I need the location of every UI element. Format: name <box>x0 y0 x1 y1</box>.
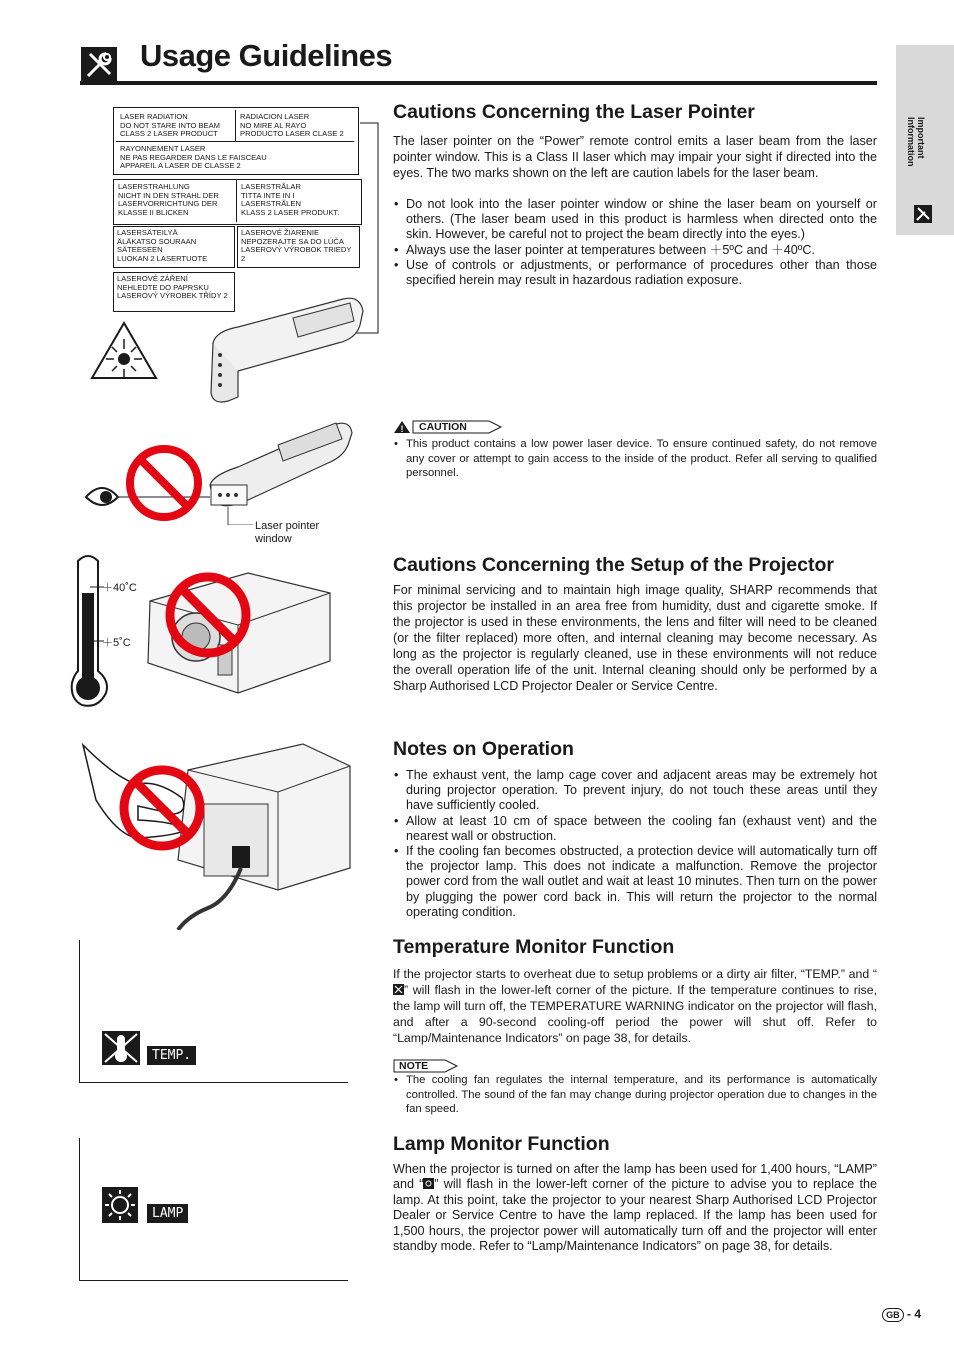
label-line: KLASSE II BLICKEN <box>118 207 189 217</box>
list-item: • The cooling fan regulates the internal temperature, and its performance is automatically controlled. The sound of the fan may change during projector operation due to changes in the fan speed. <box>393 1073 877 1117</box>
label-line: LASERVORRICHTUNG DER <box>118 199 218 209</box>
label-line: SÄTEESEEN <box>117 245 163 255</box>
list-item: • Always use the laser pointer at temperatures between ＋5ºC and ＋40ºC. <box>393 243 877 258</box>
svg-text:!: ! <box>400 424 404 434</box>
side-tab-label-line1: Important <box>916 117 926 159</box>
laser-heading: Cautions Concerning the Laser Pointer <box>393 101 755 123</box>
setup-heading: Cautions Concerning the Setup of the Projector <box>393 554 834 576</box>
note-bullets <box>393 1073 877 1117</box>
list-item: • The exhaust vent, the lamp cage cover and adjacent areas may be extremely hot during projector operation. To prevent injury, do not touch these areas until they have sufficiently cooled. <box>393 768 877 814</box>
temp-high-label: ＋40˚C <box>102 582 137 594</box>
caption-line: window <box>255 533 292 545</box>
label-line: LASEROVÝ VÝROBEK TŘÍDY 2 <box>117 291 228 301</box>
label-line: APPAREIL A LASER DE CLASSE 2 <box>120 161 241 171</box>
label-line: NEPOZERAJTE SA DO LÚČA <box>241 236 344 246</box>
laser-label-box-2 <box>113 179 362 225</box>
label-line: LASERSÄTEILYÄ <box>117 228 178 237</box>
note-label: NOTE <box>399 1060 429 1072</box>
list-item: • This product contains a low power laser device. To ensure continued safety, do not remove any cover or attempt to gain access to the inside of the product. Refer all serving to qualified personnel. <box>393 437 877 481</box>
remote-control-illustration <box>88 293 378 408</box>
laser-label-de <box>115 181 236 222</box>
label-line: NO MIRE AL RAYO <box>240 120 307 130</box>
caution-label: CAUTION <box>419 421 467 433</box>
label-line: KLASS 2 LASER PRODUKT. <box>241 207 340 217</box>
tools-icon <box>913 204 933 224</box>
list-item: • If the cooling fan becomes obstructed, a protection device will automatically turn off the projector lamp. This does not indicate a malfunction. Remove the projector power cord from the wall outlet and wait at least 10 minutes. Then turn on the power by plugging the power cord back in. This will return the projector to the normal operating condition. <box>393 844 877 920</box>
label-line: LASER RADIATION <box>120 112 188 121</box>
laser-window-caption <box>255 520 319 546</box>
laser-label-fr <box>117 143 353 173</box>
temperature-body-part2: ” will flash in the lower-left corner of the picture. If the temperature continues to rise, the lamp will turn off, the TEMPERATURE WARNING indicator on the projector will flash, and after a 90-second cooling-off period the power will shut off. Refer to “Lamp/Maintenance Indicators” on page 38, for details. <box>393 983 877 1045</box>
temp-frame-bottom <box>79 1082 348 1083</box>
label-line: LASEROVÝ VÝROBOK TRIEDY 2 <box>241 245 352 263</box>
operation-heading: Notes on Operation <box>393 738 574 760</box>
temp-frame-left <box>79 940 80 1082</box>
side-tab <box>896 45 954 235</box>
laser-label-en <box>117 111 235 143</box>
label-line: RAYONNEMENT LASER <box>120 144 206 153</box>
label-divider <box>116 141 354 142</box>
lamp-replace-icon <box>101 1186 139 1224</box>
label-line: LUOKAN 2 LASERTUOTE <box>117 253 208 263</box>
osd-temp-indicator: TEMP. <box>147 1046 196 1065</box>
lamp-body <box>393 1162 877 1254</box>
list-item: • Do not look into the laser pointer window or shine the laser beam on yourself or others. (The laser beam used in this product is harmless when directed onto the skin. However, be careful not to project the beam directly into the eyes.) <box>393 197 877 243</box>
side-tab-label-line2: Information <box>906 117 916 167</box>
osd-lamp-indicator: LAMP <box>147 1204 188 1223</box>
label-line: TITTA INTE IN I <box>241 190 295 200</box>
laser-label-fi <box>113 226 235 268</box>
lamp-frame-left <box>79 1138 80 1280</box>
page-number <box>882 1307 921 1322</box>
lamp-body-part1: When the projector is turned on after the lamp has been used for 1,400 hours, “LAMP” and “ <box>393 1162 877 1192</box>
label-line: PRODUCTO LASER CLASE 2 <box>240 129 344 139</box>
laser-intro: The laser pointer on the “Power” remote control emits a laser beam from the laser pointer window. This is a Class II laser which may impair your sight if directed into the eyes. The two marks shown on the left are caution labels for the laser beam. <box>393 134 877 180</box>
side-tab-label <box>906 117 926 167</box>
lamp-body-part2: ” will flash in the lower-left corner of the picture to advise you to replace the lamp. At this point, take the projector to your nearest Sharp Authorised LCD Projector Dealer or Service Centre to have the lamp replaced. If the lamp has been used for 1,500 hours, the projector power will automatically turn off and the projector will enter standby mode. Refer to “Lamp/Maintenance Indicators” on page 38, for details. <box>393 1177 877 1254</box>
thermometer-projector-illustration <box>68 553 358 708</box>
lamp-heading: Lamp Monitor Function <box>393 1133 610 1155</box>
temperature-body-part1: If the projector starts to overheat due to setup problems or a dirty air filter, “TEMP.” and “ <box>393 967 877 981</box>
temp-warning-icon <box>101 1030 141 1066</box>
lamp-replace-icon <box>423 1178 434 1189</box>
label-line: LASERSTRAHLUNG <box>118 182 190 191</box>
list-item: • Use of controls or adjustments, or performance of procedures other than those specified herein may result in hazardous radiation exposure. <box>393 258 877 288</box>
label-line: LASEROVÉ ZÁŘENÍ <box>117 274 188 283</box>
label-line: LASEROVÉ ŽIARENIE <box>241 228 320 237</box>
label-line: CLASS 2 LASER PRODUCT <box>120 129 218 139</box>
operation-bullets <box>393 768 877 920</box>
lamp-frame-bottom <box>79 1280 348 1281</box>
page-number-value: - 4 <box>906 1307 921 1321</box>
label-line: NICHT IN DEN STRAHL DER <box>118 190 219 200</box>
label-line: LASERSTRÅLEN <box>241 199 301 209</box>
region-badge: GB <box>882 1308 904 1322</box>
page-title: Usage Guidelines <box>140 38 393 73</box>
temp-warning-icon <box>393 984 404 995</box>
label-line: NE PAS REGARDER DANS LE FAISCEAU <box>120 152 267 162</box>
laser-label-box-1 <box>113 107 359 175</box>
caution-bullets <box>393 437 877 481</box>
label-line: RADIACION LASER <box>240 112 310 121</box>
label-divider <box>235 110 236 141</box>
title-rule <box>80 81 877 85</box>
laser-bullets <box>393 197 877 288</box>
hot-exhaust-hand-illustration <box>78 740 358 930</box>
list-item: • Allow at least 10 cm of space between the cooling fan (exhaust vent) and the nearest wall or obstruction. <box>393 814 877 844</box>
temperature-heading: Temperature Monitor Function <box>393 936 675 958</box>
tools-icon <box>80 46 118 84</box>
temp-low-label: ＋5˚C <box>102 637 131 649</box>
setup-body: For minimal servicing and to maintain high image quality, SHARP recommends that this projector be installed in an area free from humidity, dust and cigarette smoke. If the projector is used in these environments, the lens and filter will need to be cleaned (or the filter replaced) more often, and internal cleaning may become necessary. As long as the projector is regularly cleaned, use in these environments will not reduce the overall operation life of the unit. Internal cleaning should only be performed by a Sharp Authorised LCD Projector Dealer or Service Centre. <box>393 583 877 693</box>
caption-line: Laser pointer <box>255 520 320 532</box>
label-divider <box>236 180 237 222</box>
temperature-body <box>393 966 877 1046</box>
label-line: LASERSTRÅLAR <box>241 182 301 191</box>
laser-label-es <box>237 111 355 143</box>
label-line: DO NOT STARE INTO BEAM <box>120 120 220 130</box>
label-line: NEHLEDTE DO PAPRSKU <box>117 282 209 292</box>
eye-laser-prohibited-illustration <box>78 415 358 525</box>
label-line: ÄLÄKATSO SOURAAN <box>117 236 197 246</box>
